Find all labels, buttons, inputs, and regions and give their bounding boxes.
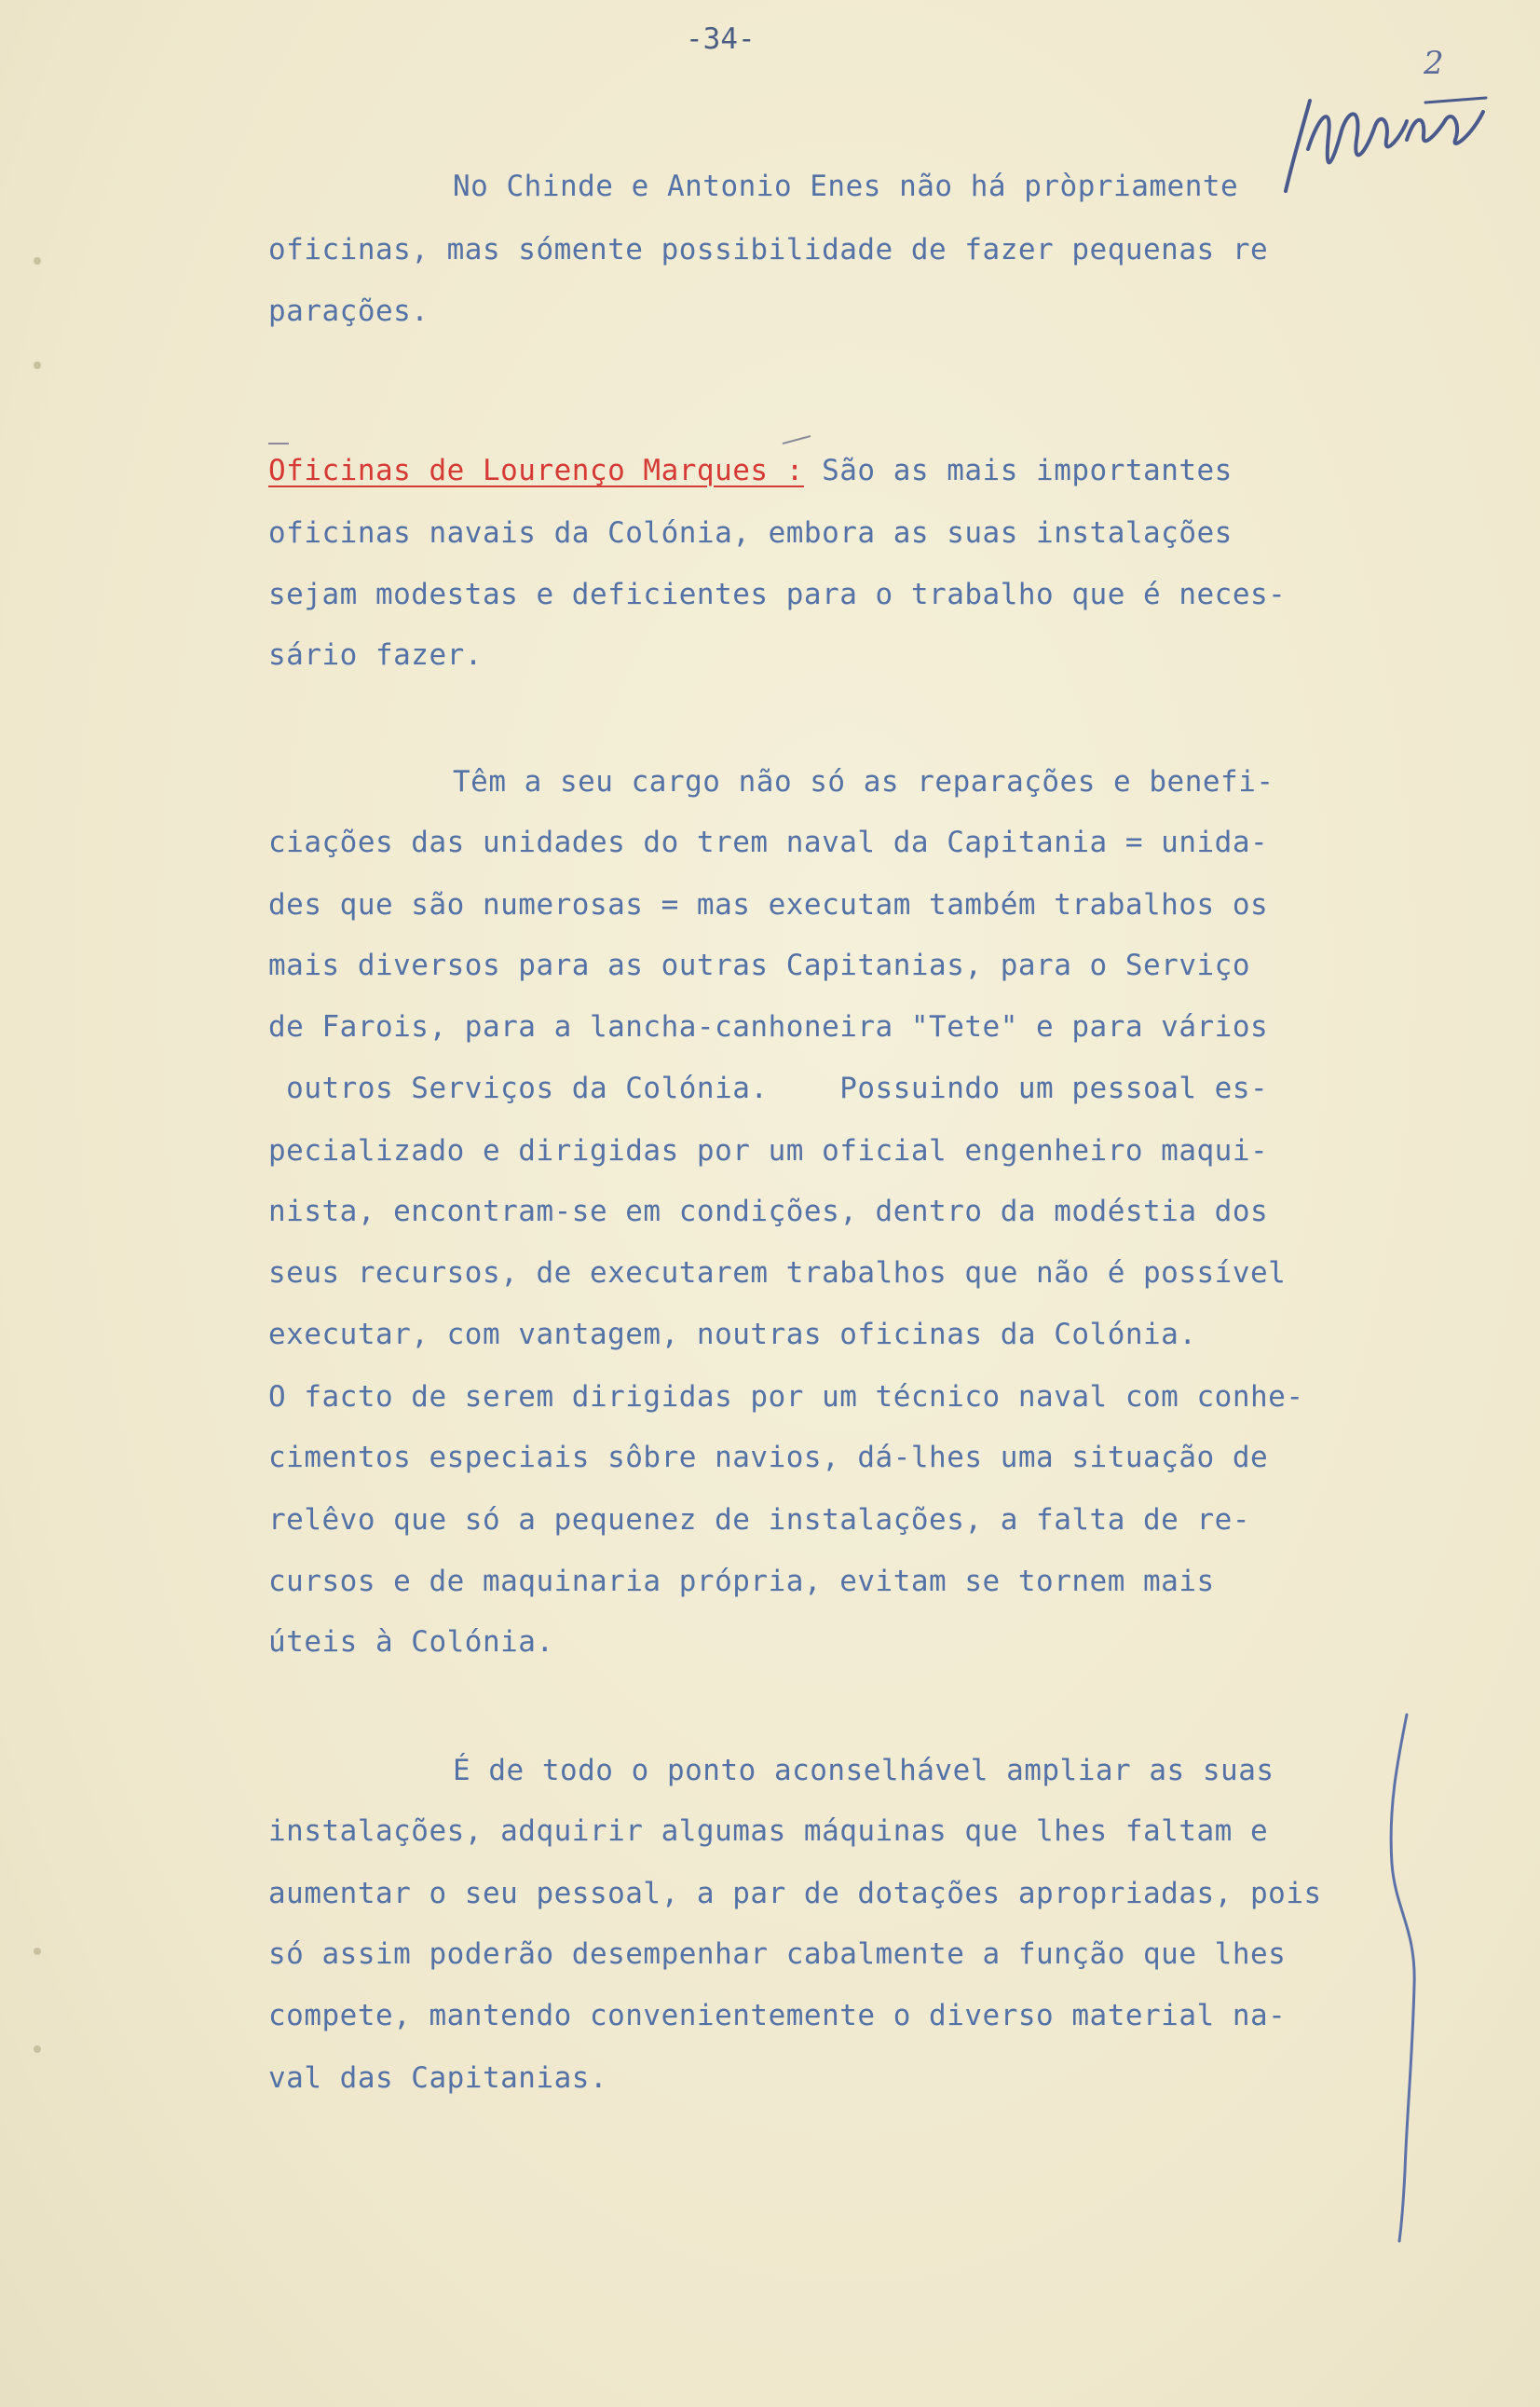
text-line: [453, 1752, 1274, 1789]
line-text: No Chinde e Antonio Enes não há pròpriamente: [453, 170, 1239, 203]
line-text: cursos e de maquinaria própria, evitam se tornem mais: [268, 1565, 1215, 1598]
text-line: [268, 231, 1268, 268]
line-text: Têm a seu cargo não só as reparações e benefi-: [453, 765, 1274, 799]
corner-page-number: 2: [1424, 45, 1444, 82]
text-line: [453, 763, 1274, 800]
text-line: [268, 1008, 1268, 1046]
line-text: parações.: [268, 294, 429, 328]
line-text: val das Capitanias.: [268, 2061, 608, 2095]
text-line: [268, 824, 1268, 861]
text-line: [268, 1623, 554, 1661]
text-line: [268, 1875, 1322, 1912]
line-text: de Farois, para a lancha-canhoneira "Tete" e para vários: [268, 1010, 1269, 1044]
line-text: úteis à Colónia.: [268, 1625, 554, 1659]
text-line: [268, 293, 429, 330]
line-text: cimentos especiais sôbre navios, dá-lhes uma situação de: [268, 1441, 1269, 1474]
text-line: [453, 168, 1238, 205]
section-heading: Oficinas de Lourenço Marques :: [268, 454, 804, 487]
line-text: mais diversos para as outras Capitanias, para o Serviço: [268, 949, 1250, 982]
text-line: [268, 1812, 1268, 1850]
line-text: sário fazer.: [268, 638, 483, 672]
text-line: [268, 947, 1250, 984]
text-line: [268, 514, 1233, 552]
page-number: -34-: [686, 22, 756, 56]
text-line: [268, 452, 1233, 489]
line-text: só assim poderão desempenhar cabalmente a função que lhes: [268, 1937, 1287, 1971]
line-text: instalações, adquirir algumas máquinas que lhes faltam e: [268, 1814, 1269, 1848]
text-line: [268, 1193, 1268, 1230]
line-text: O facto de serem dirigidas por um técnico naval com conhe-: [268, 1380, 1304, 1414]
text-line: [268, 1997, 1286, 2034]
line-text: aumentar o seu pessoal, a par de dotações apropriadas, pois: [268, 1877, 1322, 1910]
text-line: [268, 1563, 1215, 1600]
line-text: outros Serviços da Colónia. Possuindo um pessoal es-: [268, 1072, 1269, 1105]
binding-holes: [34, 0, 43, 2407]
text-line: [268, 1316, 1197, 1353]
line-text: executar, com vantagem, noutras oficinas da Colónia.: [268, 1318, 1197, 1351]
text-line: [268, 1501, 1250, 1539]
text-line: [268, 636, 483, 674]
text-line: [268, 576, 1286, 613]
text-line: [268, 1070, 1268, 1107]
line-text: É de todo o ponto aconselhável ampliar as suas: [453, 1754, 1274, 1787]
line-text: seus recursos, de executarem trabalhos que não é possível: [268, 1256, 1287, 1290]
signature-icon: [1276, 84, 1500, 224]
pencil-dash: [261, 431, 820, 453]
line-text: nista, encontram-se em condições, dentro da modéstia dos: [268, 1195, 1269, 1228]
line-text: São as mais importantes: [803, 454, 1233, 487]
line-text: pecializado e dirigidas por um oficial engenheiro maqui-: [268, 1134, 1269, 1168]
text-line: [268, 1935, 1286, 1973]
line-text: oficinas, mas sómente possibilidade de fazer pequenas re: [268, 233, 1269, 267]
line-text: des que são numerosas = mas executam também trabalhos os: [268, 888, 1269, 922]
margin-bracket: [1379, 1705, 1453, 2246]
line-text: compete, mantendo convenientemente o diverso material na-: [268, 1999, 1287, 2032]
text-line: [268, 1254, 1286, 1292]
line-text: oficinas navais da Colónia, embora as suas instalações: [268, 516, 1233, 550]
text-line: [268, 886, 1268, 923]
line-text: ciações das unidades do trem naval da Capitania = unida-: [268, 826, 1269, 859]
line-text: sejam modestas e deficientes para o trabalho que é neces-: [268, 578, 1287, 611]
text-line: [268, 2059, 607, 2097]
text-line: [268, 1439, 1268, 1476]
text-line: [268, 1378, 1304, 1415]
line-text: relêvo que só a pequenez de instalações, a falta de re-: [268, 1503, 1250, 1537]
text-line: [268, 1132, 1268, 1169]
